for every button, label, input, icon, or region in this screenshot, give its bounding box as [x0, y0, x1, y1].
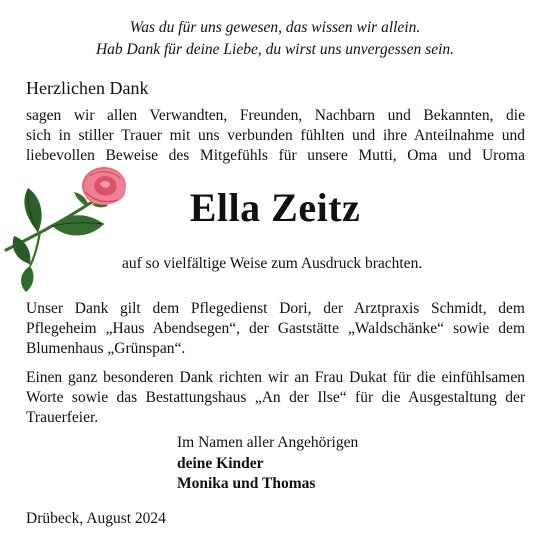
thanks-paragraph: [26, 299, 525, 359]
signature-line: deine Kinder: [177, 454, 264, 472]
special-thanks-line: Einen ganz besonderen Dank richten wir an Frau Dukat für die einfühlsamen: [26, 369, 525, 386]
motto-line: Was du für uns gewesen, das wissen wir allein.: [129, 19, 421, 36]
intro-line: sich in stiller Trauer mit uns verbunden fühlten und ihre Anteilnahme und: [26, 127, 525, 144]
deceased-name: Ella Zeitz: [189, 185, 361, 230]
intro-line: sagen wir allen Verwandten, Freunden, Nachbarn und Bekannten, die: [26, 107, 525, 124]
signature: [177, 433, 358, 495]
motto-line: Hab Dank für deine Liebe, du wirst uns unvergessen sein.: [95, 41, 455, 58]
special-thanks-line: Worte sowie das Bestattungshaus „An der Ilse“ für die Ausgestaltung der: [26, 389, 525, 406]
signature-names: Monika und Thomas: [177, 475, 316, 492]
motto: [0, 17, 550, 61]
tagline: auf so vielfältige Weise zum Ausdruck brachten.: [122, 255, 423, 272]
special-thanks-paragraph: [26, 368, 525, 428]
thanks-line: Blumenhaus „Grünspan“.: [26, 340, 186, 357]
signature-line: Im Namen aller Angehörigen: [177, 434, 359, 451]
intro-line: liebevollen Beweise des Mitgefühls für unsere Mutti, Oma und Uroma: [26, 147, 525, 164]
intro-paragraph: [26, 106, 525, 166]
heading: Herzlichen Dank: [26, 78, 149, 98]
thanks-line: Unser Dank gilt dem Pflegedienst Dori, der Arztpraxis Schmidt, dem: [26, 300, 525, 317]
special-thanks-line: Trauerfeier.: [26, 409, 99, 426]
place-and-date: Drübeck, August 2024: [26, 510, 166, 527]
thanks-line: Pflegeheim „Haus Abendsegen“, der Gaststätte „Waldschänke“ sowie dem: [26, 320, 525, 337]
